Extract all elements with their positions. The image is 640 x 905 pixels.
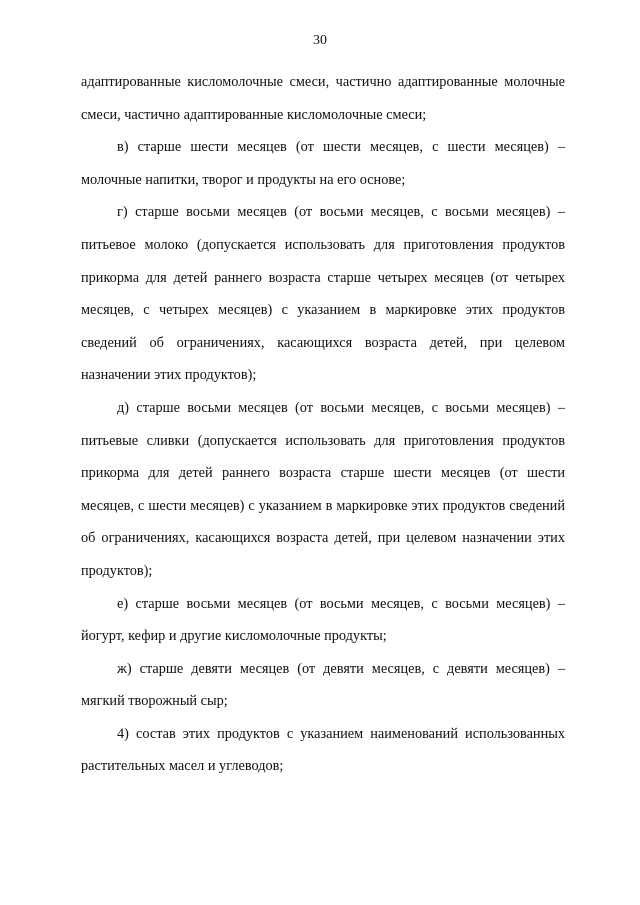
paragraph-item-d: д) старше восьми месяцев (от восьми месяцев, с восьми месяцев) – питьевые сливки (допускается использовать для приготовления продуктов прикорма для детей раннего возраста старше шести месяцев (от шести месяцев, с шести месяцев) с указанием в маркировке этих продуктов сведений об ограничениях, касающихся возраста детей, при целевом назначении этих продуктов); [81, 399, 565, 579]
paragraph-item-v: в) старше шести месяцев (от шести месяцев, с шести месяцев) – молочные напитки, творог и продукты на его основе; [81, 139, 565, 188]
paragraph-item-g: г) старше восьми месяцев (от восьми месяцев, с восьми месяцев) – питьевое молоко (допускается использовать для приготовления продуктов прикорма для детей раннего возраста старше четырех месяцев (от четырех месяцев, с четырех месяцев) с указанием в маркировке этих продуктов сведений об ограничениях, касающихся возраста детей, при целевом назначении этих продуктов); [81, 204, 565, 384]
paragraph-continuation: адаптированные кисломолочные смеси, частично адаптированные молочные смеси, частично адаптированные кисломолочные смеси; [81, 74, 565, 123]
paragraph-item-zh: ж) старше девяти месяцев (от девяти месяцев, с девяти месяцев) – мягкий творожный сыр; [81, 660, 565, 710]
document-body [81, 66, 565, 783]
paragraph-item-e: е) старше восьми месяцев (от восьми месяцев, с восьми месяцев) – йогурт, кефир и другие кисломолочные продукты; [81, 595, 565, 645]
page-number: 30 [313, 33, 327, 48]
paragraph-item-4: 4) состав этих продуктов с указанием наименований использованных растительных масел и углеводов; [81, 725, 565, 775]
